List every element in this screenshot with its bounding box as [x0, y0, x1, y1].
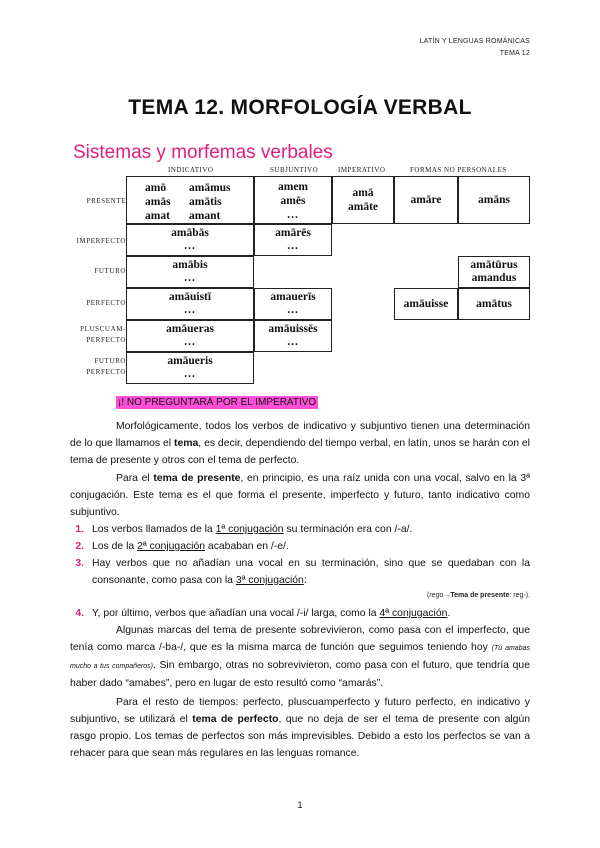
form: amābās — [171, 227, 209, 239]
paragraph-tema-presente — [70, 470, 530, 521]
row-header-futuro: FUTURO — [94, 267, 126, 275]
form-ellipsis: ... — [184, 304, 196, 316]
col-header-subjuntivo: SUBJUNTIVO — [270, 166, 319, 174]
row-header-futperf-line1: FUTURO — [94, 357, 126, 365]
form: amāuisse — [403, 298, 449, 310]
arrow: → — [443, 592, 451, 599]
col-header-indicativo: INDICATIVO — [168, 166, 214, 174]
paragraph-marcas — [70, 622, 530, 692]
header-topic: TEMA 12 — [499, 50, 530, 57]
col-header-formas: FORMAS NO PERSONALES — [410, 166, 507, 174]
cell-presente-subjuntivo — [254, 176, 332, 224]
term-conjugacion: 2ª conjugación — [137, 541, 206, 552]
form: amā — [352, 187, 374, 199]
text: Y, por último, verbos que añadían una vocal /-i/ larga, como la — [92, 608, 380, 619]
form-ellipsis: ... — [287, 209, 299, 221]
text: Hay verbos que no añadían una vocal en su terminación, sino que se quedaban con la consonante, como pasa con la — [92, 558, 530, 586]
form: amāuistī — [168, 291, 212, 303]
list-item — [75, 521, 530, 538]
term-tema-perfecto: tema de perfecto — [192, 714, 279, 725]
term-conjugacion: 4ª conjugación — [379, 608, 448, 619]
cell-participio-presente — [458, 176, 530, 224]
text: Para el — [116, 473, 154, 484]
cell-futperf-indicativo — [126, 352, 254, 384]
list-number: 4. — [75, 608, 84, 619]
paragraph-tema — [70, 418, 530, 469]
text: Los de la — [92, 541, 138, 552]
row-header-futperf — [70, 356, 126, 378]
rego-note — [427, 592, 530, 599]
form: amātus — [476, 298, 512, 310]
row-header-pluscuam-line2: PERFECTO — [86, 336, 126, 344]
text: Morfológicamente, todos los verbos de indicativo y subjuntivo tienen una determinación de lo que llamamos el — [70, 421, 530, 449]
cell-pluscuam-indicativo — [126, 320, 254, 352]
form: amātis — [189, 196, 222, 208]
cell-participio-futuro — [458, 256, 530, 288]
cell-imperativo — [332, 176, 394, 224]
cell-perfecto-indicativo — [126, 288, 254, 320]
text: acababan en /-e/. — [205, 541, 289, 552]
imperativo-notice: ¡! NO PREGUNTARÁ POR EL IMPERATIVO — [118, 397, 317, 408]
list-item — [75, 538, 530, 555]
running-header — [420, 36, 530, 60]
form: amābis — [172, 259, 208, 271]
verb-table — [70, 166, 530, 386]
term-conjugacion: 3ª conjugación — [235, 575, 304, 586]
form-ellipsis: ... — [184, 368, 196, 380]
paragraph-tema-perfecto — [70, 694, 530, 762]
cell-infinitivo-perfecto — [394, 288, 458, 320]
cell-imperfecto-indicativo — [126, 224, 254, 256]
section-subtitle: Sistemas y morfemas verbales — [73, 142, 333, 163]
form: amārēs — [275, 227, 311, 239]
cell-perfecto-subjuntivo — [254, 288, 332, 320]
form-ellipsis: ... — [184, 272, 196, 284]
text: : — [303, 575, 307, 586]
text: Para el resto de tiempos: perfecto, pluscuamperfecto y futuro perfecto, en indicativo y subjuntivo, se utilizará el — [70, 697, 530, 725]
page-title: TEMA 12. MORFOLOGÍA VERBAL — [128, 96, 472, 119]
text: : reg-). — [509, 592, 530, 599]
presente-ind-forms — [145, 181, 233, 223]
form: amāueras — [166, 323, 214, 335]
row-header-perfecto: PERFECTO — [86, 299, 126, 307]
row-header-imperfecto: IMPERFECTO — [76, 237, 126, 245]
row-header-presente: PRESENTE — [86, 197, 126, 205]
text: Los verbos llamados de la — [92, 524, 216, 535]
cell-imperfecto-subjuntivo — [254, 224, 332, 256]
form-ellipsis: ... — [184, 240, 196, 252]
form: amem — [277, 181, 308, 193]
list-number: 2. — [75, 541, 84, 552]
text: , es decir, dependiendo del tiempo verbal, en latín, unos se harán con el tema de presente y otros con el tema de perfecto. — [70, 438, 530, 466]
form-ellipsis: ... — [287, 240, 299, 252]
cell-pluscuam-subjuntivo — [254, 320, 332, 352]
page-number: 1 — [297, 800, 303, 810]
text: , que no deja de ser el tema de presente con algún rasgo propio. Los temas de perfectos son más imprevisibles. Debido a esto los perfectos se van a rehacer para que sean más regulares en las lenguas romance. — [70, 714, 531, 759]
row-header-futperf-line2: PERFECTO — [86, 368, 126, 376]
form-ellipsis: ... — [287, 336, 299, 348]
text: Algunas marcas del tema de presente sobrevivieron, como pasa con el imperfecto, que tenía como marca /-ba-/, que es la misma marca de función que seguimos teniendo hoy — [70, 625, 530, 653]
cell-infinitivo — [394, 176, 458, 224]
list-item — [75, 605, 530, 622]
text: ( — [427, 592, 430, 599]
form-ellipsis: ... — [184, 336, 196, 348]
form: amātūrus — [470, 259, 518, 271]
text: , en principio, es una raíz unida con una vocal, salvo en la 3ª conjugación. Este tema es el que forma el presente, imperfecto y futuro, tanto indicativo como subjuntivo. — [70, 473, 530, 518]
term-rego: rego — [429, 592, 444, 599]
text: su terminación era con /-a/. — [283, 524, 413, 535]
list-number: 1. — [75, 524, 84, 535]
form: amēs — [280, 195, 306, 207]
term-tema: tema — [174, 438, 199, 449]
term-tema-presente: tema de presente — [153, 473, 241, 484]
form: amauerīs — [270, 291, 316, 303]
col-header-imperativo: IMPERATIVO — [338, 166, 386, 174]
cell-presente-indicativo — [126, 176, 254, 224]
term-conjugacion: 1ª conjugación — [215, 524, 284, 535]
list-number: 3. — [75, 558, 84, 569]
form-ellipsis: ... — [287, 304, 299, 316]
header-course: LATÍN Y LENGUAS ROMÁNICAS — [419, 38, 530, 45]
row-header-pluscuam-line1: PLUSCUAM- — [80, 325, 126, 333]
form: amāte — [347, 201, 378, 213]
form: amāueris — [167, 355, 213, 367]
form: amant — [189, 210, 221, 222]
form: amat — [145, 210, 170, 222]
cell-futuro-indicativo — [126, 256, 254, 288]
form: amāuissēs — [268, 323, 318, 335]
list-item — [75, 555, 530, 589]
cell-participio-perfecto — [458, 288, 530, 320]
form: amō — [145, 182, 167, 194]
form: amās — [145, 196, 171, 208]
form: amāre — [410, 194, 442, 206]
form: amāns — [478, 194, 510, 206]
text: . Sin embargo, otras no sobrevivieron, como pasa con el futuro, que tendría que haber dado “amabes”, pero en lugar de esto resultó como “amarás”. — [70, 660, 530, 689]
text: . — [447, 608, 451, 619]
term-tema-presente: Tema de presente — [450, 592, 510, 599]
row-header-pluscuam — [70, 324, 126, 346]
form: amandus — [471, 272, 517, 284]
example: (Tú amabas mucho a tus compañeros) — [70, 645, 530, 670]
form: amāmus — [189, 182, 231, 194]
